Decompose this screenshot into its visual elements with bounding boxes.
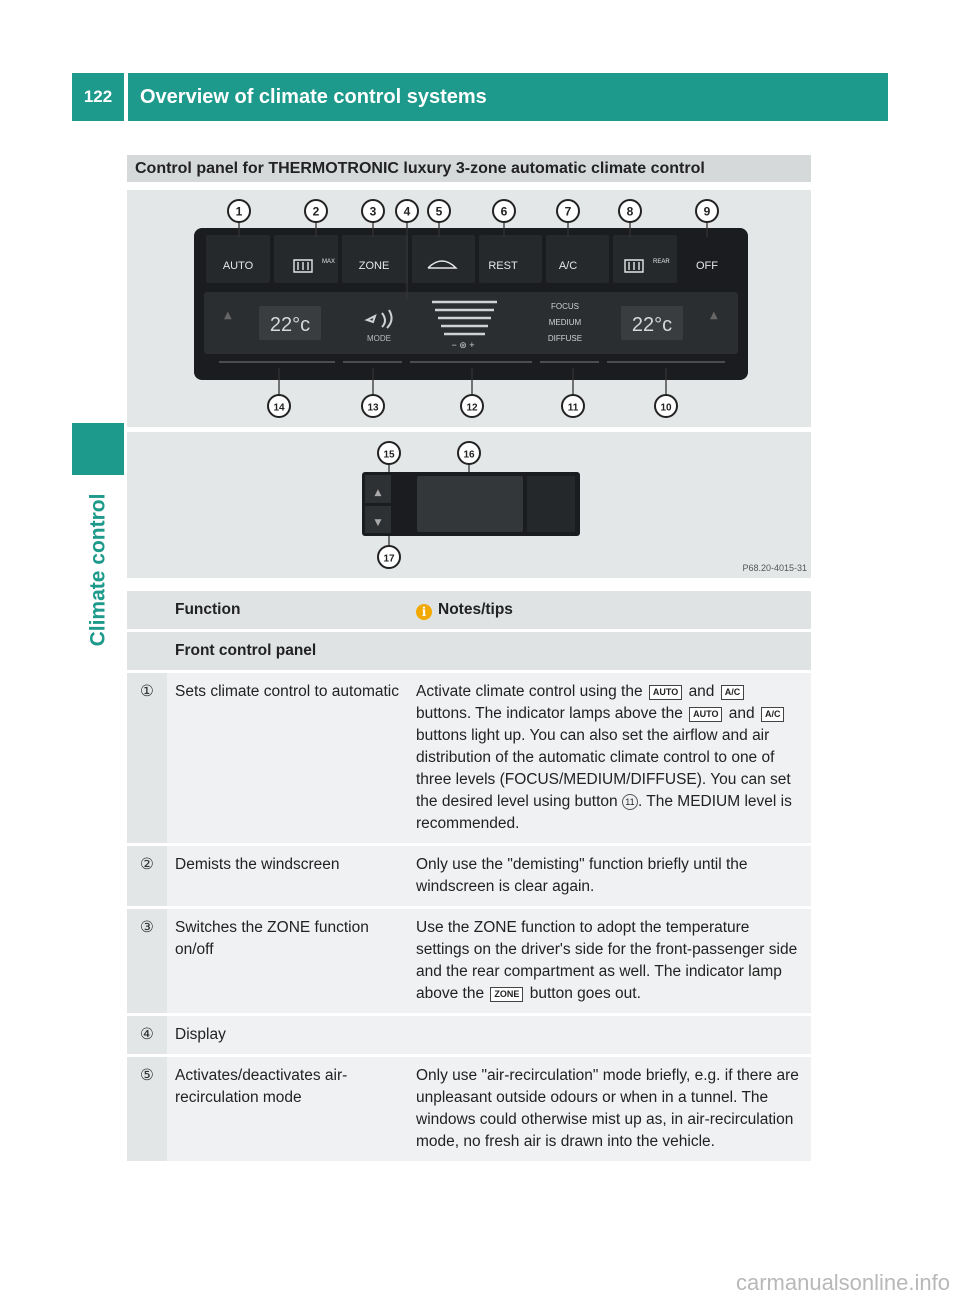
callout-number: 4 [403, 204, 411, 219]
row-number: ⑤ [127, 1056, 167, 1162]
up-arrow-icon: ▲ [374, 488, 382, 498]
left-arrow-icon: ▲ [224, 310, 232, 321]
panel-button [206, 235, 270, 283]
rear-display [417, 476, 523, 532]
function-table [127, 591, 811, 1161]
panel-button [479, 235, 542, 283]
left-temp: 22°c [269, 314, 311, 336]
callout-number: 12 [466, 402, 478, 414]
right-arrow-icon: ▲ [710, 310, 718, 321]
callout-number: 11 [567, 402, 579, 414]
callout-number: 9 [703, 204, 711, 219]
side-tab [72, 480, 124, 660]
callout-number: 13 [367, 402, 379, 414]
control-panel-figure [127, 190, 811, 578]
callout-number: 2 [312, 204, 320, 219]
panel-button-label: OFF [696, 260, 718, 272]
row-number: ① [127, 672, 167, 845]
button-row [206, 235, 718, 283]
row-notes: Only use "air-recirculation" mode briefly, e.g. if there are unpleasant outside odours or when in a tunnel. The windows could otherwise mist up as, in air-recirculation mode, no fresh air is drawn into the vehicle. [408, 1056, 811, 1162]
row-number: ③ [127, 908, 167, 1015]
header-notes-label: Notes/tips [438, 601, 513, 618]
header-function: Function [167, 591, 408, 631]
row-notes [408, 1015, 811, 1056]
table-row [127, 908, 811, 1015]
row-number: ④ [127, 1015, 167, 1056]
callout-number: 6 [500, 204, 508, 219]
callout-number: 14 [273, 402, 285, 414]
page-number: 122 [72, 73, 124, 121]
level-focus: FOCUS [551, 302, 579, 311]
callout-number: 3 [369, 204, 377, 219]
row-function: Demists the windscreen [167, 845, 408, 908]
table-row [127, 672, 811, 845]
callout-number: 17 [383, 553, 395, 565]
panel-button-sublabel: MAX [322, 259, 336, 265]
panel-button-sublabel: REAR [653, 259, 670, 265]
subheader-front-panel: Front control panel [167, 631, 811, 672]
right-temp: 22°c [631, 314, 673, 336]
section-title: Control panel for THERMOTRONIC luxury 3-zone automatic climate control [127, 155, 811, 182]
side-tab-marker [72, 423, 124, 475]
panel-button-label: ZONE [358, 260, 390, 272]
panel-button [546, 235, 609, 283]
row-notes: Activate climate control using the AUTO and A/C buttons. The indicator lamps above the AUTO and A/C buttons light up. You can also set the airflow and air distribution of the automatic climate control to one of three levels (FOCUS/MEDIUM/DIFFUSE). You can set the desired level using button 11 . The MEDIUM level is recommended. [408, 672, 811, 845]
callout-number: 15 [383, 449, 395, 461]
reference-number-icon: 11 [622, 794, 638, 810]
row-function: Display [167, 1015, 408, 1056]
header-notes [408, 591, 811, 631]
row-number: ② [127, 845, 167, 908]
rear-right-button [527, 476, 575, 532]
page-header-title: Overview of climate control systems [128, 73, 888, 121]
level-medium: MEDIUM [548, 318, 582, 327]
callout-number: 7 [564, 204, 572, 219]
watermark: carmanualsonline.info [735, 1270, 950, 1295]
callout-number: 10 [660, 402, 672, 414]
mode-label: MODE [367, 334, 391, 343]
callout-number: 5 [435, 204, 443, 219]
figure-reference: P68.20-4015-31 [742, 563, 807, 573]
panel-button-label: REST [488, 260, 518, 272]
table-row [127, 1015, 811, 1056]
auto-key-icon: AUTO [649, 685, 682, 700]
auto-key-icon: AUTO [689, 707, 722, 722]
ac-key-icon: A/C [721, 685, 745, 700]
callout-number: 1 [235, 204, 243, 219]
panel-button [342, 235, 408, 283]
row-notes: Use the ZONE function to adopt the temperature settings on the driver's side for the front-passenger side and the rear compartment as well. The indicator lamp above the ZONE button goes out. [408, 908, 811, 1015]
panel-button [412, 235, 475, 283]
fan-icon: − ⊛ + [451, 340, 475, 350]
table-header-row [127, 591, 811, 631]
side-tab-label: Climate control [86, 493, 110, 647]
zone-key-icon: ZONE [490, 987, 523, 1002]
row-function: Switches the ZONE function on/off [167, 908, 408, 1015]
ac-key-icon: A/C [761, 707, 785, 722]
table-row [127, 845, 811, 908]
info-icon: i [416, 604, 432, 620]
table-row [127, 1056, 811, 1162]
row-notes: Only use the "demisting" function briefly until the windscreen is clear again. [408, 845, 811, 908]
row-function: Activates/deactivates air-recirculation mode [167, 1056, 408, 1162]
callout-number: 16 [463, 449, 475, 461]
table-subheader-row [127, 631, 811, 672]
panel-button-label: AUTO [222, 260, 254, 272]
row-function: Sets climate control to automatic [167, 672, 408, 845]
panel-button-label: A/C [558, 260, 578, 272]
down-arrow-icon: ▼ [374, 518, 382, 528]
callout-number: 8 [626, 204, 634, 219]
level-diffuse: DIFFUSE [547, 334, 583, 343]
